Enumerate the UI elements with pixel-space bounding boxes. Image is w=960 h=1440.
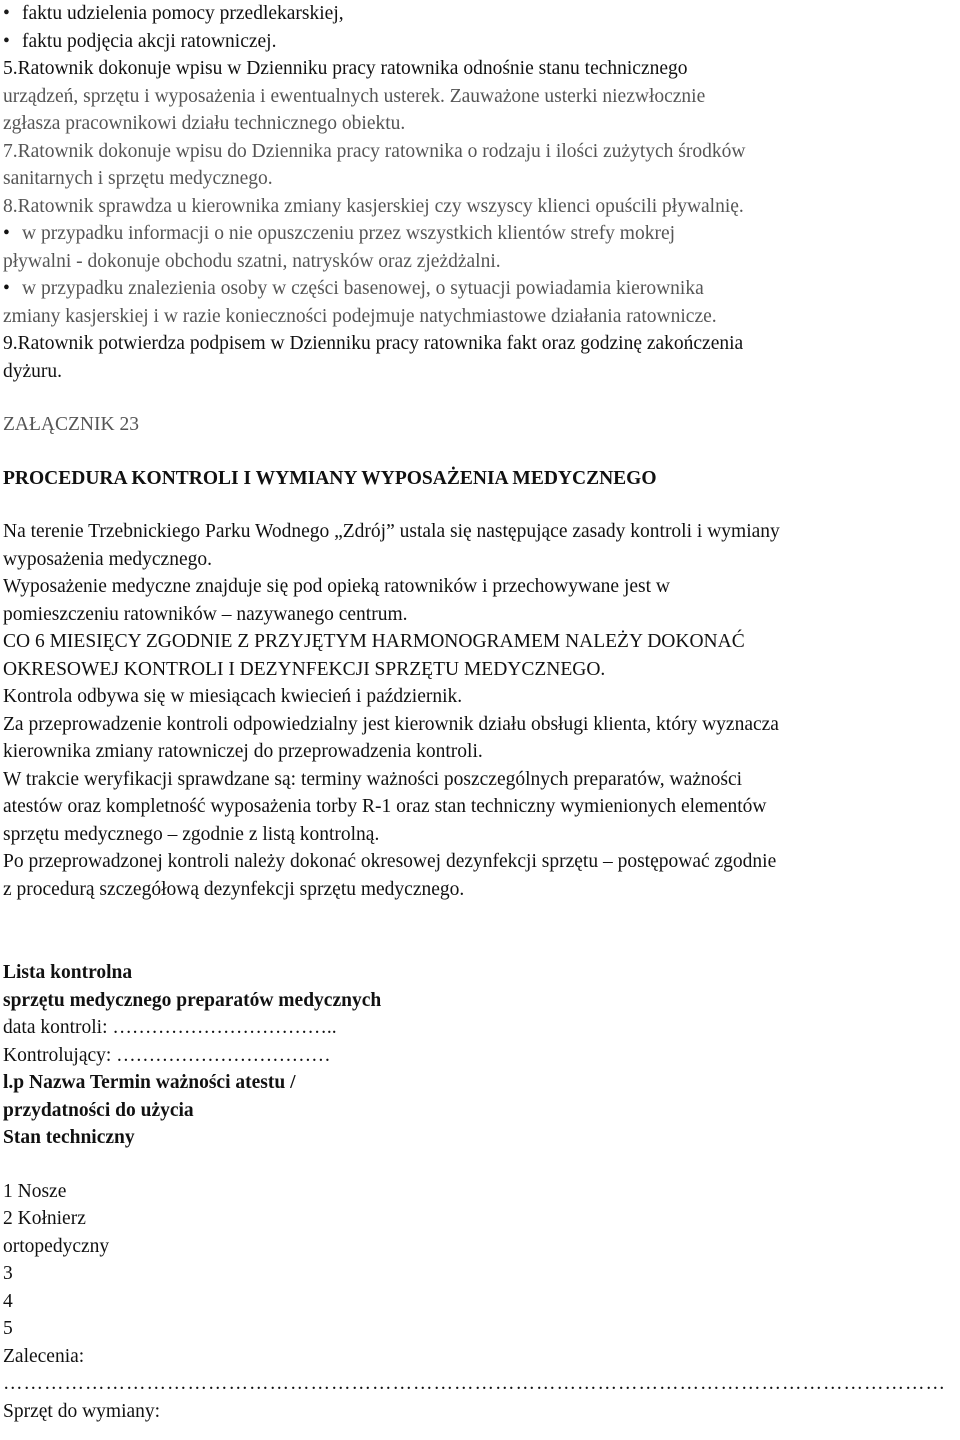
checklist-item: 1 Nosze: [3, 1180, 67, 1202]
procedure-body: [3, 518, 958, 903]
paragraph-line: zgłasza pracownikowi działu technicznego obiektu.: [3, 113, 406, 134]
procedure-line: sprzętu medycznego – zgodnie z listą kontrolną.: [3, 823, 380, 845]
spacer: [3, 1152, 958, 1178]
procedure-line: Po przeprowadzonej kontroli należy dokonać okresowej dezynfekcji sprzętu – postępować zgodnie: [3, 851, 777, 872]
paragraph-line: 7.Ratownik dokonuje wpisu do Dziennika pracy ratownika o rodzaju i ilości zużytych środków: [3, 140, 746, 162]
bullet-line-rescue: • faktu podjęcia akcji ratowniczej.: [3, 28, 958, 56]
procedure-line: Na terenie Trzebnickiego Parku Wodnego „Zdrój” ustala się następujące zasady kontroli i wymiany: [3, 521, 780, 542]
checklist-header: l.p Nazwa Termin ważności atestu /: [3, 1072, 296, 1093]
checklist-subtitle: sprzętu medycznego preparatów medycznych: [3, 989, 382, 1011]
bullet-icon: •: [3, 30, 10, 52]
procedure-line: wyposażenia medycznego.: [3, 548, 212, 570]
checklist-header: Stan techniczny: [3, 1127, 135, 1148]
procedure-line: Kontrola odbywa się w miesiącach kwiecień i październik.: [3, 686, 463, 707]
paragraph-line: urządzeń, sprzętu i wyposażenia i ewentualnych usterek. Zauważone usterki niezwłocznie: [3, 85, 706, 107]
bullet-line-found-person: • w przypadku znalezienia osoby w części basenowej, o sytuacji powiadamia kierownika: [3, 275, 958, 303]
procedure-line: CO 6 MIESIĘCY ZGODNIE Z PRZYJĘTYM HARMONOGRAMEM NALEŻY DOKONAĆ: [3, 631, 745, 652]
recommendations-label: Zalecenia:: [3, 1345, 85, 1367]
bullet-line-info: • w przypadku informacji o nie opuszczeniu przez wszystkich klientów strefy mokrej: [3, 220, 958, 248]
spacer: [3, 492, 958, 518]
bullet-icon: •: [3, 223, 10, 244]
paragraph-line: pływalni - dokonuje obchodu szatni, natrysków oraz zjeżdżalni.: [3, 250, 501, 272]
checklist-item: 5: [3, 1318, 13, 1339]
procedure-line: Wyposażenie medyczne znajduje się pod opieką ratowników i przechowywane jest w: [3, 576, 670, 597]
procedure-title: PROCEDURA KONTROLI I WYMIANY WYPOSAŻENIA MEDYCZNEGO: [3, 467, 657, 489]
spacer: [3, 903, 958, 959]
procedure-line: z procedurą szczegółową dezynfekcji sprzętu medycznego.: [3, 878, 465, 900]
spacer: [3, 385, 958, 411]
procedure-line: W trakcie weryfikacji sprawdzane są: terminy ważności poszczególnych preparatów, ważności: [3, 768, 743, 790]
checklist-item: 2 Kołnierz: [3, 1208, 86, 1229]
top-section: [3, 0, 958, 385]
checklist-item: 4: [3, 1290, 13, 1312]
procedure-line: pomieszczeniu ratowników – nazywanego centrum.: [3, 603, 408, 625]
dotted-fill-line: …………………………………………………………………………………………………………………………: [3, 1373, 946, 1394]
paragraph-line: sanitarnych i sprzętu medycznego.: [3, 168, 273, 189]
paragraph-line: 5.Ratownik dokonuje wpisu w Dzienniku pracy ratownika odnośnie stanu technicznego: [3, 58, 688, 79]
procedure-line: atestów oraz kompletność wyposażenia torby R-1 oraz stan techniczny wymienionych elementów: [3, 796, 767, 817]
paragraph-line: 9.Ratownik potwierdza podpisem w Dzienniku pracy ratownika fakt oraz godzinę zakończenia: [3, 333, 744, 354]
bullet-line-first-aid: • faktu udzielenia pomocy przedlekarskiej,: [3, 0, 958, 28]
procedure-line: OKRESOWEJ KONTROLI I DEZYNFEKCJI SPRZĘTU MEDYCZNEGO.: [3, 658, 606, 680]
bullet-icon: •: [3, 3, 10, 24]
checklist-item: ortopedyczny: [3, 1235, 110, 1257]
document-page: [3, 0, 958, 1425]
controller-field: Kontrolujący: ……………………………: [3, 1044, 331, 1066]
bullet-icon: •: [3, 278, 10, 299]
annex-label: ZAŁĄCZNIK 23: [3, 414, 139, 435]
spacer: [3, 439, 958, 465]
checklist-title: Lista kontrolna: [3, 962, 133, 983]
paragraph-line: 8.Ratownik sprawdza u kierownika zmiany kasjerskiej czy wszyscy klienci opuścili pływalnię.: [3, 195, 744, 217]
procedure-line: Za przeprowadzenie kontroli odpowiedzialny jest kierownik działu obsługi klienta, który wyznacza: [3, 713, 779, 735]
procedure-line: kierownika zmiany ratowniczej do przeprowadzenia kontroli.: [3, 741, 483, 762]
control-date-field: data kontroli: ……………………………..: [3, 1017, 337, 1038]
paragraph-line: dyżuru.: [3, 360, 63, 382]
checklist-section: [3, 959, 958, 1425]
checklist-item: 3: [3, 1263, 13, 1284]
checklist-header: przydatności do użycia: [3, 1099, 194, 1121]
paragraph-line: zmiany kasjerskiej i w razie konieczności podejmuje natychmiastowe działania ratownicze.: [3, 305, 717, 327]
replace-label: Sprzęt do wymiany:: [3, 1400, 161, 1422]
